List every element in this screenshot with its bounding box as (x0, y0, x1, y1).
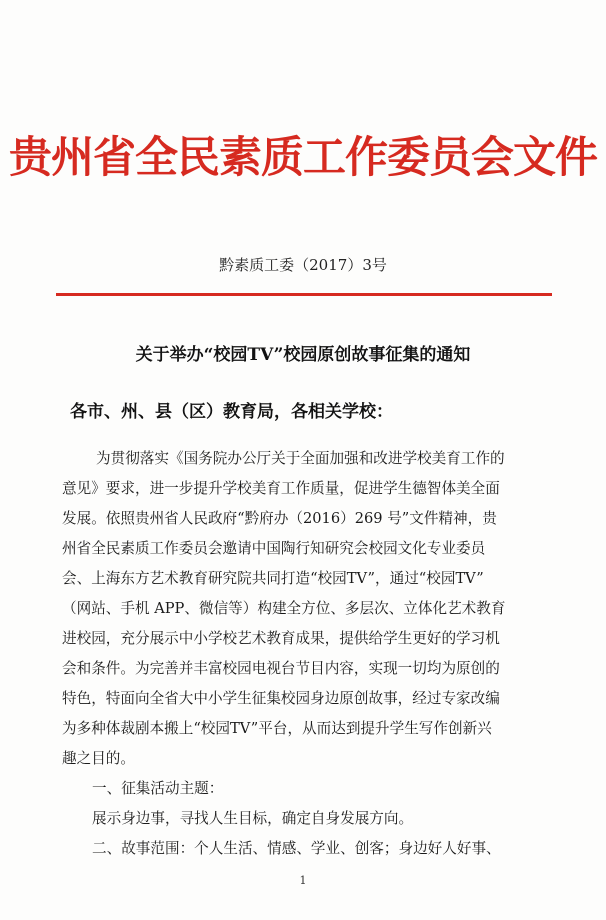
body-line: 为贯彻落实《国务院办公厅关于全面加强和改进学校美育工作的 (96, 450, 505, 467)
body-line: （网站、手机 APP、微信等）构建全方位、多层次、立体化艺术教育 (62, 600, 506, 617)
body-line: 州省全民素质工作委员会邀请中国陶行知研究会校园文化专业委员 (62, 540, 486, 557)
section-heading: 一、征集活动主题： (92, 780, 224, 797)
body-line: 发展。依照贵州省人民政府“黔府办（2016）269 号”文件精神，贵 (62, 510, 497, 527)
body-line: 会和条件。为完善并丰富校园电视台节目内容，实现一切均为原创的 (62, 660, 500, 677)
addressee-line: 各市、州、县（区）教育局，各相关学校： (70, 402, 393, 422)
body-line: 进校园，充分展示中小学校艺术教育成果，提供给学生更好的学习机 (62, 630, 500, 647)
notice-title: 关于举办“校园TV”校园原创故事征集的通知 (135, 345, 471, 365)
body-line: 会、上海东方艺术教育研究院共同打造“校园TV”，通过“校园TV” (62, 570, 484, 587)
body-line: 特色，特面向全省大中小学生征集校园身边原创故事，经过专家改编 (62, 690, 500, 707)
section-heading: 二、故事范围：个人生活、情感、学业、创客；身边好人好事、 (92, 840, 501, 857)
red-divider-line (56, 293, 552, 296)
body-line: 为多种体裁剧本搬上“校园TV”平台，从而达到提升学生写作创新兴 (62, 720, 492, 737)
document-header-title: 贵州省全民素质工作委员会文件 (9, 133, 597, 183)
body-line: 意见》要求，进一步提升学校美育工作质量，促进学生德智体美全面 (62, 480, 500, 497)
document-number: 黔素质工委（2017）3号 (219, 256, 387, 274)
page-number: 1 (299, 874, 307, 887)
body-line: 趣之目的。 (62, 750, 135, 767)
body-line: 展示身边事，寻找人生目标，确定自身发展方向。 (92, 810, 414, 827)
